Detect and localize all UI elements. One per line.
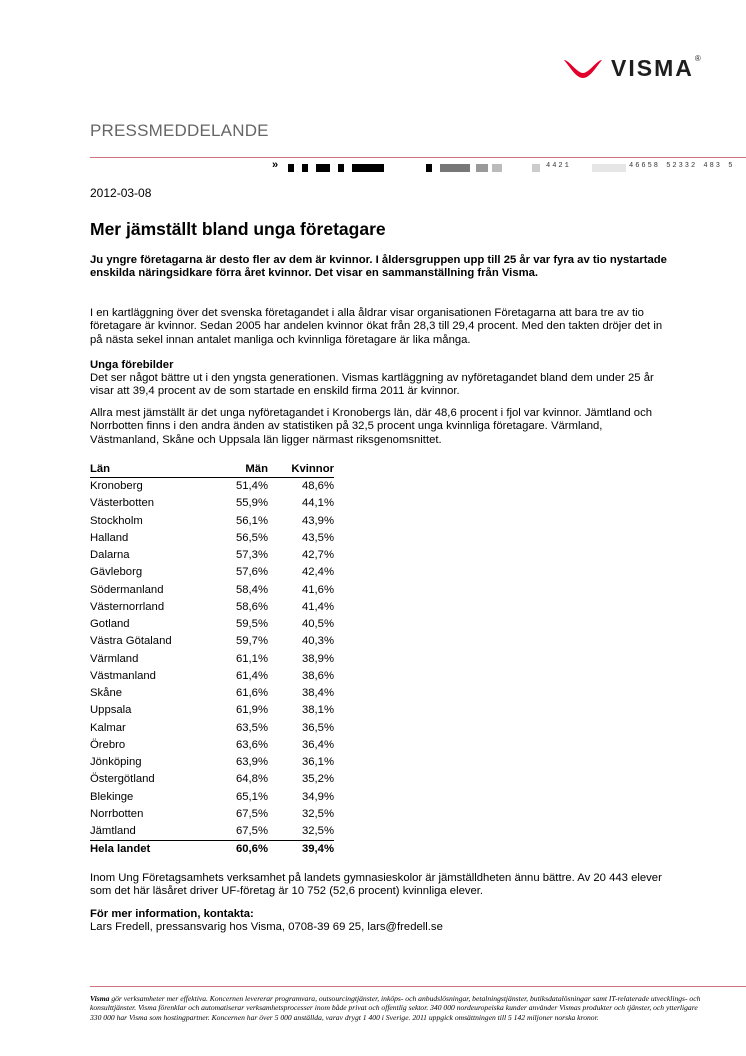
county-cell: Skåne <box>90 687 123 699</box>
lead-paragraph: Ju yngre företagarna är desto fler av dem är kvinnor. I åldersgruppen upp till 25 år var fyra av tio nystartade enskilda näringsidkare förra året kvinnor. Det visar en sammanställning från Visma. <box>90 254 667 280</box>
men-share-cell: 56,5% <box>235 531 268 544</box>
county-cell: Gotland <box>90 618 130 630</box>
women-share-cell: 43,5% <box>301 531 334 544</box>
body-paragraph-2: Det ser något bättre ut i den yngsta generationen. Vismas kartläggning av nyföretagandet bland dem under 25 år visar att 39,4 procent av de som startade en enskild firma 2011 är kvinnor. <box>90 372 654 398</box>
women-share-cell: 40,3% <box>301 635 334 648</box>
registered-mark: ® <box>694 53 701 63</box>
table-row <box>90 616 334 633</box>
women-share-cell: 38,1% <box>301 704 334 717</box>
table-row <box>90 495 334 512</box>
women-share-cell: 36,4% <box>301 738 334 751</box>
women-share-cell: 36,5% <box>301 721 334 734</box>
table-row <box>90 806 334 823</box>
table-row <box>90 668 334 685</box>
table-row <box>90 702 334 719</box>
women-share-cell: 41,4% <box>301 600 334 613</box>
table-row <box>90 547 334 564</box>
total-label-cell: Hela landet <box>90 841 208 859</box>
barcode-number-a: 4421 <box>546 162 571 170</box>
men-share-cell: 63,5% <box>235 721 268 734</box>
women-share-cell: 36,1% <box>301 756 334 768</box>
column-header-county: Län <box>90 462 208 478</box>
body-paragraph-4: Inom Ung Företagsamhets verksamhet på landets gymnasieskolor är jämställdheten ännu bättre. Av 20 443 elever som det här läsåret driver UF-företag är 10 752 (52,6 procent) kvinnliga elever. <box>90 872 662 898</box>
header-divider <box>90 157 746 158</box>
barcode-number-b: 46658 52332 483 5 <box>629 162 735 170</box>
document-type-label: PRESSMEDDELANDE <box>90 121 269 140</box>
table-row <box>90 737 334 754</box>
visma-swoosh-icon <box>563 57 603 79</box>
women-share-cell: 38,4% <box>301 687 334 699</box>
column-header-men: Män <box>208 462 268 478</box>
body-paragraph-3: Allra mest jämställt är det unga nyföretagandet i Kronobergs län, där 48,6 procent i fjol var kvinnor. Jämtland och Norrbotten finns i den andra änden av statistiken på 32,5 procent unga kvinnliga företagare. Värmland, Västmanland, Skåne och Uppsala län ligger närmast riksgenomsnittet. <box>90 407 653 446</box>
table-header-row <box>90 462 334 478</box>
footer-text <box>90 994 710 1022</box>
county-cell: Norrbotten <box>90 807 144 820</box>
men-share-cell: 58,6% <box>235 600 268 613</box>
women-share-cell: 43,9% <box>301 514 334 527</box>
contact-heading: För mer information, kontakta: <box>90 908 254 920</box>
table-row <box>90 599 334 616</box>
women-share-cell: 42,4% <box>301 566 334 579</box>
county-cell: Halland <box>90 531 129 544</box>
county-cell: Södermanland <box>90 583 164 596</box>
women-share-cell: 38,6% <box>301 669 334 682</box>
county-cell: Stockholm <box>90 514 143 527</box>
table-row <box>90 513 334 530</box>
women-share-cell: 38,9% <box>301 652 334 665</box>
women-share-cell: 44,1% <box>301 497 334 510</box>
table-row <box>90 685 334 702</box>
women-share-cell: 42,7% <box>301 549 334 561</box>
women-share-cell: 34,9% <box>301 790 334 803</box>
women-share-cell: 32,5% <box>301 825 334 837</box>
county-cell: Örebro <box>90 738 126 751</box>
column-header-women: Kvinnor <box>268 462 334 478</box>
women-share-cell: 40,5% <box>301 618 334 630</box>
contact-details <box>90 921 670 934</box>
women-share-cell: 32,5% <box>301 807 334 820</box>
men-share-cell: 61,4% <box>235 669 268 682</box>
county-cell: Kalmar <box>90 721 126 734</box>
men-share-cell: 57,3% <box>235 549 268 561</box>
table-row <box>90 651 334 668</box>
men-share-cell: 63,6% <box>235 738 268 751</box>
men-share-cell: 55,9% <box>235 497 268 510</box>
men-share-cell: 65,1% <box>235 790 268 803</box>
county-cell: Värmland <box>90 652 139 665</box>
county-cell: Uppsala <box>90 704 132 717</box>
men-share-cell: 63,9% <box>235 756 268 768</box>
table-row <box>90 789 334 806</box>
county-gender-table <box>90 462 334 859</box>
women-share-cell: 41,6% <box>301 583 334 596</box>
total-women-cell: 39,4% <box>268 841 334 859</box>
men-share-cell: 64,8% <box>235 773 268 786</box>
table-row <box>90 582 334 599</box>
county-cell: Jönköping <box>90 756 142 768</box>
table-row <box>90 754 334 771</box>
county-cell: Västerbotten <box>90 497 155 510</box>
county-cell: Västmanland <box>90 669 156 682</box>
release-date: 2012-03-08 <box>90 186 152 200</box>
footer-description: gör verksamheter mer effektiva. Koncernen levererar programvara, outsourcingtjänster, inköps- och anbudslösningar, betalningstjänster, butiksdatalösningar samt IT-relaterade utvecklings- och konsulttjänster. Visma förenklar och automatiserar verksamhetsprocesser inom både privat och offentlig sektor. 340 000 nordeuropeiska kunder använder Vismas produkter och tjänster, och ytterligare 330 000 har Visma som hostingpartner. Koncernen har över 5 000 anställda, varav drygt 1 400 i Sverige. 2011 uppgick omsättningen till 5 142 miljoner norska kronor. <box>90 994 701 1022</box>
header-barcode <box>270 159 746 173</box>
men-share-cell: 59,5% <box>235 618 268 630</box>
table-row <box>90 633 334 650</box>
table-row <box>90 564 334 581</box>
women-share-cell: 35,2% <box>301 773 334 786</box>
total-men-cell: 60,6% <box>208 841 268 859</box>
table-row <box>90 530 334 547</box>
men-share-cell: 61,1% <box>235 652 268 665</box>
table-body <box>90 478 334 859</box>
table-row <box>90 823 334 841</box>
footer-brand: Visma <box>90 994 110 1003</box>
men-share-cell: 56,1% <box>235 514 268 527</box>
county-cell: Gävleborg <box>90 566 143 579</box>
body-paragraph-1: I en kartläggning över det svenska företagandet i alla åldrar visar organisationen Företagarna att bara tre av tio företagare är kvinnor. Sedan 2005 har andelen kvinnor ökat från 28,3 till 29,4 procent. Med den takten dröjer det in på nästa sekel innan antalet manliga och kvinnliga företagare är lika många. <box>90 307 663 346</box>
men-share-cell: 58,4% <box>235 583 268 596</box>
visma-logo-text: VISMA <box>611 54 694 81</box>
county-cell: Jämtland <box>90 825 136 837</box>
table-row <box>90 720 334 737</box>
men-share-cell: 67,5% <box>235 825 268 837</box>
county-cell: Dalarna <box>90 549 130 561</box>
page-title: Mer jämställt bland unga företagare <box>90 219 386 239</box>
table-total-row <box>90 841 334 859</box>
county-cell: Östergötland <box>90 773 155 786</box>
contact-text: Lars Fredell, pressansvarig hos Visma, 0708-39 69 25, lars@fredell.se <box>90 921 443 933</box>
visma-logo <box>563 55 701 81</box>
county-cell: Västra Götaland <box>90 635 172 648</box>
chevron-icon: » <box>272 159 279 171</box>
table-row <box>90 478 334 496</box>
men-share-cell: 61,9% <box>235 704 268 717</box>
men-share-cell: 59,7% <box>235 635 268 648</box>
county-cell: Kronoberg <box>90 480 143 492</box>
footer-divider <box>90 986 746 987</box>
men-share-cell: 61,6% <box>235 687 268 699</box>
men-share-cell: 57,6% <box>235 566 268 579</box>
men-share-cell: 67,5% <box>235 807 268 820</box>
men-share-cell: 51,4% <box>235 480 268 492</box>
county-cell: Blekinge <box>90 790 134 803</box>
subheading: Unga förebilder <box>90 359 174 371</box>
county-cell: Västernorrland <box>90 600 165 613</box>
table-row <box>90 771 334 788</box>
women-share-cell: 48,6% <box>301 480 334 492</box>
